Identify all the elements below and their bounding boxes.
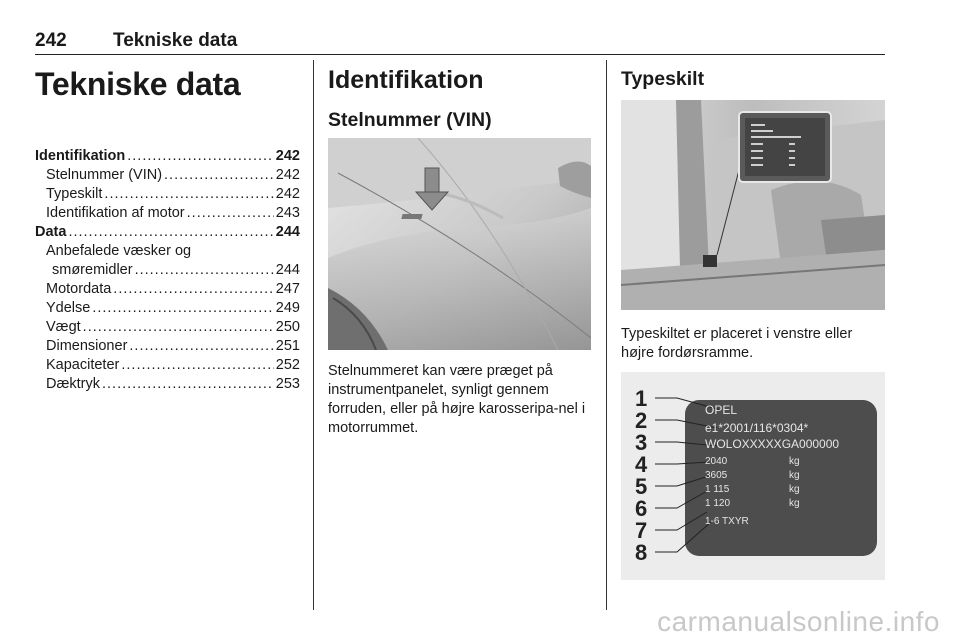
toc-entry	[35, 261, 300, 280]
plate-line: 1-6 TXYR	[705, 516, 749, 527]
toc-leader	[187, 204, 274, 223]
typeplate-location-image	[621, 100, 885, 310]
plate-unit: kg	[789, 470, 800, 481]
toc-leader	[102, 375, 274, 394]
typeplate-paragraph: Typeskiltet er placeret i venstre eller højre fordørsramme.	[621, 326, 853, 361]
toc-entry-page: 247	[275, 281, 300, 297]
toc-leader	[92, 299, 273, 318]
toc-entry-title: Ydelse	[46, 300, 91, 316]
toc-entry-page: 242	[275, 167, 300, 183]
callout-number: 8	[635, 540, 648, 565]
toc-entry-title: Identifikation af motor	[46, 205, 185, 221]
toc-entry-page: 251	[275, 338, 300, 354]
plate-line: 1 120	[705, 498, 731, 509]
section-title: Identifikation	[328, 66, 484, 94]
chapter-title: Tekniske data	[35, 66, 241, 102]
callout-number: 1	[635, 386, 648, 411]
plate-unit: kg	[789, 484, 800, 495]
typeplate-diagram	[621, 372, 885, 580]
typeplate-column	[621, 60, 885, 91]
callout-number: 6	[635, 496, 648, 521]
plate-line: 2040	[705, 456, 728, 467]
vin-paragraph: Stelnummeret kan være præget på instrumentpanelet, synligt gennem forruden, eller på højre karosseripa-nel i motorrummet.	[328, 363, 586, 436]
toc-entry	[35, 204, 300, 223]
callout-number: 3	[635, 430, 648, 455]
vin-location-image	[328, 138, 591, 350]
callout-number: 5	[635, 474, 648, 499]
toc-leader	[164, 166, 274, 185]
toc-entry	[35, 166, 300, 185]
toc-entry	[35, 318, 300, 337]
toc-leader	[129, 337, 273, 356]
plate-line: WOLOXXXXXGA000000	[705, 437, 840, 451]
toc-entry-page: 244	[275, 224, 300, 240]
page-header	[35, 24, 885, 55]
toc-entry-page: 253	[275, 376, 300, 392]
toc-entry	[35, 280, 300, 299]
toc-entry-page: 242	[275, 148, 300, 164]
toc-leader	[113, 280, 274, 299]
toc-entry	[35, 242, 300, 261]
toc-entry-page: 243	[275, 205, 300, 221]
identification-column	[328, 60, 593, 132]
toc-entry-page: 250	[275, 319, 300, 335]
subsection-title: Stelnummer (VIN)	[328, 109, 492, 131]
toc-entry	[35, 375, 300, 394]
toc-entry-title: Dimensioner	[46, 338, 128, 354]
toc-entry-page: 252	[275, 357, 300, 373]
toc-leader	[121, 356, 273, 375]
toc-leader	[135, 261, 274, 280]
toc-entry-page: 244	[275, 262, 300, 278]
plate-line: 3605	[705, 470, 728, 481]
column-divider	[313, 60, 314, 610]
plate-line: 1 115	[705, 484, 730, 495]
toc-entry-title: Typeskilt	[46, 186, 103, 202]
toc-entry-title: Dæktryk	[46, 376, 100, 392]
toc-entry	[35, 299, 300, 318]
callout-number: 7	[635, 518, 648, 543]
toc-entry-title: Vægt	[46, 319, 81, 335]
section-title: Typeskilt	[621, 68, 705, 90]
toc-entry-title: Data	[35, 224, 67, 240]
watermark: carmanualsonline.info	[657, 606, 940, 637]
toc-leader	[127, 147, 274, 166]
table-of-contents	[35, 147, 300, 394]
callout-number: 4	[635, 452, 648, 477]
column-divider	[606, 60, 607, 610]
toc-entry	[35, 147, 300, 166]
callout-number: 2	[635, 408, 648, 433]
toc-entry-title: Motordata	[46, 281, 112, 297]
toc-entry-title: Anbefalede væsker og	[46, 243, 192, 259]
toc-entry-page: 249	[275, 300, 300, 316]
toc-entry	[35, 356, 300, 375]
toc-leader	[104, 185, 273, 204]
page-number: 242	[35, 30, 67, 51]
plate-line: OPEL	[705, 403, 738, 417]
plate-unit: kg	[789, 498, 800, 509]
plate-unit: kg	[789, 456, 800, 467]
toc-entry	[35, 185, 300, 204]
toc-entry-page: 242	[275, 186, 300, 202]
header-title: Tekniske data	[113, 30, 238, 51]
toc-leader	[68, 223, 273, 242]
toc-entry-title: Identifikation	[35, 148, 126, 164]
plate-line: e1*2001/116*0304*	[705, 421, 809, 435]
toc-entry-title: Stelnummer (VIN)	[46, 167, 163, 183]
toc-entry-title: Kapaciteter	[46, 357, 120, 373]
toc-leader	[83, 318, 274, 337]
toc-column	[35, 60, 300, 394]
toc-entry-title: smøremidler	[52, 262, 133, 278]
toc-entry	[35, 337, 300, 356]
toc-entry	[35, 223, 300, 242]
